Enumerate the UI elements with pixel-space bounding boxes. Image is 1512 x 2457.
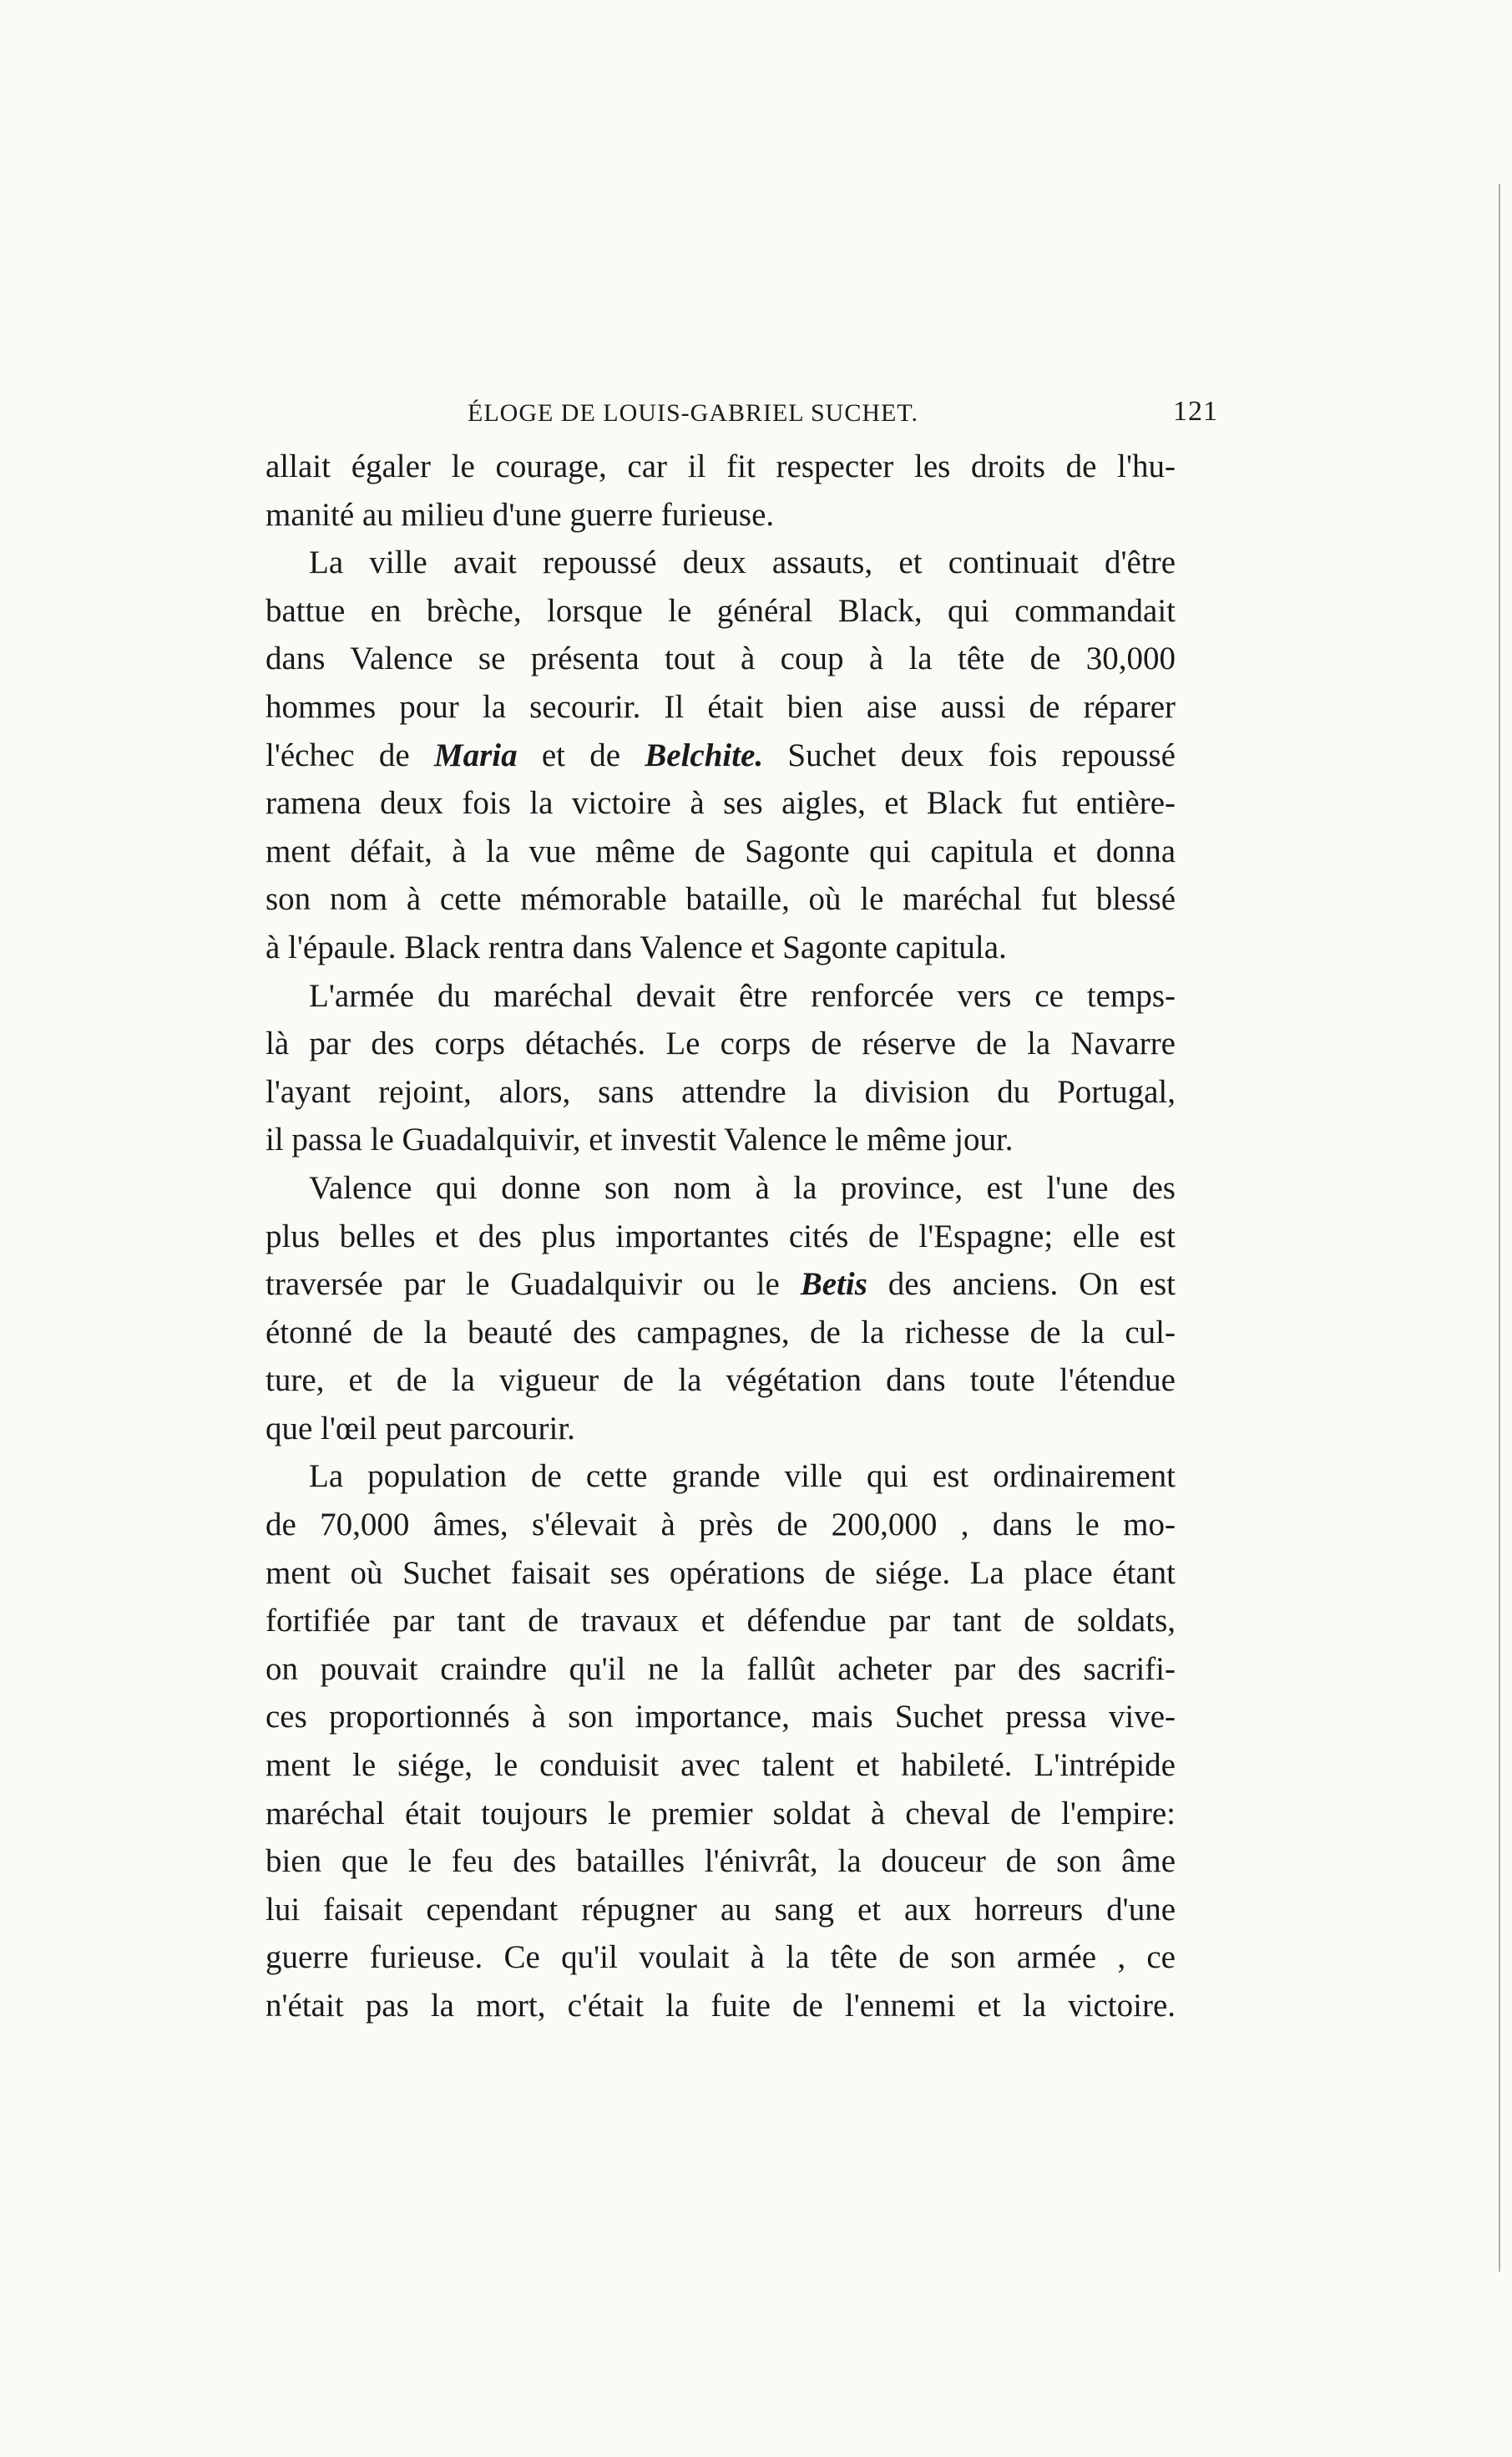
- text-line: là par des corps détachés. Le corps de réserve de la Navarre: [265, 1026, 1176, 1062]
- running-header: [468, 396, 1511, 433]
- text-line: son nom à cette mémorable bataille, où le maréchal fut blessé: [265, 881, 1176, 918]
- text-line: Valence qui donne son nom à la province, est l'une des: [309, 1169, 1176, 1206]
- text-line: manité au milieu d'une guerre furieuse.: [265, 496, 775, 533]
- text-line: ment le siége, le conduisit avec talent et habileté. L'intrépide: [265, 1747, 1176, 1784]
- text-line: allait égaler le courage, car il fit respecter les droits de l'hu-: [265, 448, 1176, 484]
- italic-term: Maria: [433, 737, 518, 773]
- text-line: n'était pas la mort, c'était la fuite de l'ennemi et la victoire.: [265, 1988, 1176, 2024]
- page-number: 121: [1173, 396, 1218, 427]
- running-title: ÉLOGE DE LOUIS-GABRIEL SUCHET.: [468, 399, 918, 427]
- text-line: de 70,000 âmes, s'élevait à près de 200,000 , dans le mo-: [265, 1507, 1176, 1543]
- page-edge-line: [1499, 184, 1500, 2272]
- text-line: il passa le Guadalquivir, et investit Valence le même jour.: [265, 1122, 1014, 1158]
- text-line: La ville avait repoussé deux assauts, et continuait d'être: [309, 545, 1176, 581]
- text-line: ment où Suchet faisait ses opérations de siége. La place étant: [265, 1554, 1176, 1591]
- text-line: à l'épaule. Black rentra dans Valence et Sagonte capitula.: [265, 929, 1007, 965]
- text-line: maréchal était toujours le premier soldat à cheval de l'empire:: [265, 1795, 1176, 1831]
- italic-term: Belchite.: [645, 737, 764, 773]
- text-line: plus belles et des plus importantes cités de l'Espagne; elle est: [265, 1218, 1176, 1254]
- text-line: battue en brèche, lorsque le général Black, qui commandait: [265, 592, 1176, 629]
- text-line: que l'œil peut parcourir.: [265, 1410, 575, 1446]
- body-text: [265, 443, 1176, 2030]
- text-line: l'ayant rejoint, alors, sans attendre la division du Portugal,: [265, 1073, 1176, 1110]
- text-line: bien que le feu des batailles l'énivrât, la douceur de son âme: [265, 1843, 1176, 1880]
- text-line: La population de cette grande ville qui est ordinairement: [309, 1458, 1176, 1495]
- text-line: ramena deux fois la victoire à ses aigles, et Black fut entière-: [265, 785, 1176, 822]
- text-line: traversée par le Guadalquivir ou le Betis des anciens. On est: [265, 1266, 1176, 1303]
- text-line: guerre furieuse. Ce qu'il voulait à la tête de son armée , ce: [265, 1939, 1176, 1976]
- text-line: L'armée du maréchal devait être renforcée vers ce temps-: [309, 977, 1176, 1014]
- text-line: ture, et de la vigueur de la végétation dans toute l'étendue: [265, 1362, 1176, 1399]
- text-line: ment défait, à la vue même de Sagonte qui capitula et donna: [265, 833, 1176, 869]
- text-line: ces proportionnés à son importance, mais Suchet pressa vive-: [265, 1699, 1176, 1735]
- text-line: on pouvait craindre qu'il ne la fallût acheter par des sacrifi-: [265, 1650, 1176, 1687]
- italic-term: Betis: [800, 1266, 867, 1303]
- text-line: fortifiée par tant de travaux et défendue par tant de soldats,: [265, 1603, 1176, 1639]
- text-line: lui faisait cependant répugner au sang et aux horreurs d'une: [265, 1891, 1176, 1928]
- text-line: étonné de la beauté des campagnes, de la richesse de la cul-: [265, 1314, 1176, 1350]
- text-line: l'échec de Maria et de Belchite. Suchet deux fois repoussé: [265, 737, 1176, 773]
- text-line: dans Valence se présenta tout à coup à la tête de 30,000: [265, 641, 1176, 677]
- text-line: hommes pour la secourir. Il était bien aise aussi de réparer: [265, 688, 1176, 725]
